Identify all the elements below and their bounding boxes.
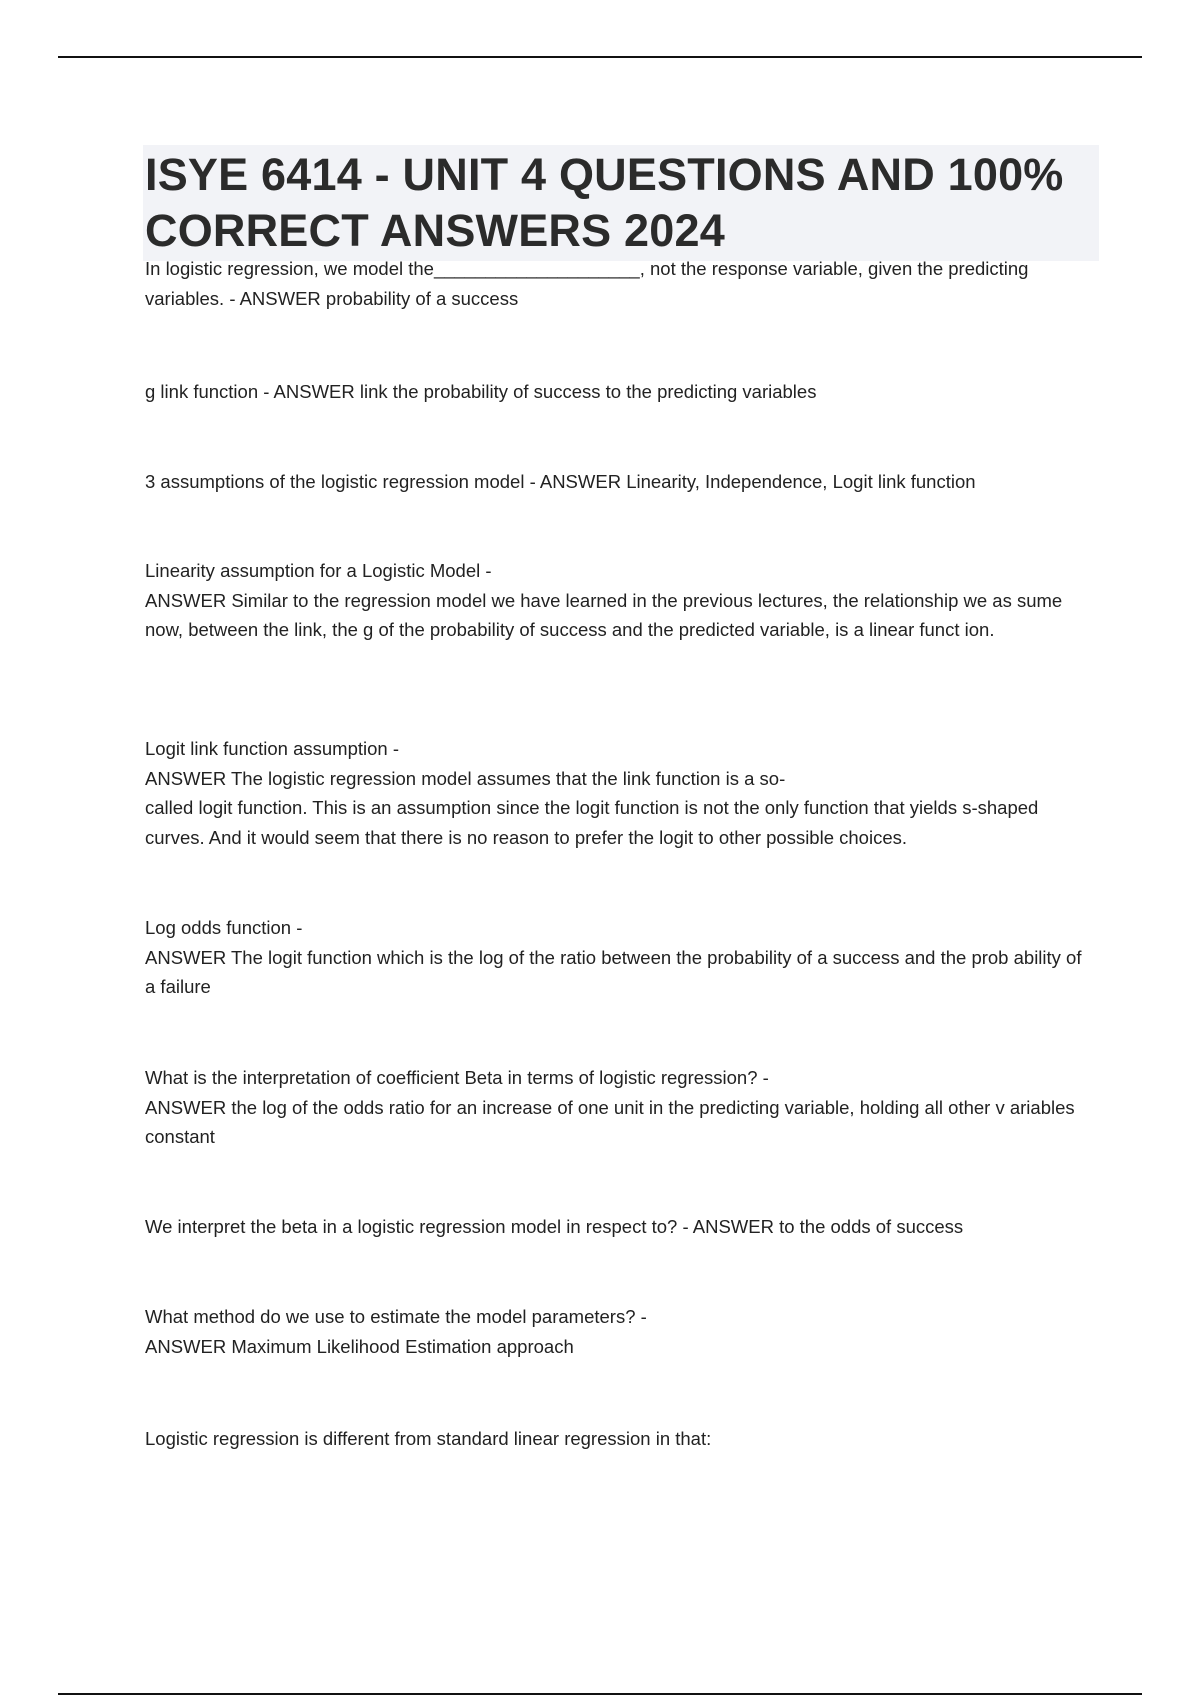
question-text: Log odds function - [145,917,303,938]
qa-item-5 [145,734,1095,852]
answer-text: ANSWER the log of the odds ratio for an increase of one unit in the predicting variable, holding all other v ariables constant [145,1096,1075,1147]
qa-item-10: Logistic regression is different from standard linear regression in that: [145,1428,712,1449]
qa-item-9 [145,1302,1095,1361]
answer-text: ANSWER The logistic regression model assumes that the link function is a so- [145,767,786,789]
top-rule [58,56,1142,58]
answer-text: ANSWER Maximum Likelihood Estimation approach [145,1335,574,1357]
answer-text-continued: called logit function. This is an assumption since the logit function is not the only function that yields s-shaped curves. And it would seem that there is no reason to prefer the logit to other possible choices. [145,797,1039,848]
question-text: What method do we use to estimate the model parameters? - [145,1306,647,1327]
question-text: What is the interpretation of coefficient Beta in terms of logistic regression? - [145,1067,769,1088]
question-text: Linearity assumption for a Logistic Model - [145,560,492,581]
qa-item-6 [145,913,1095,1002]
qa-item-2: g link function - ANSWER link the probability of success to the predicting variables [145,381,817,402]
qa-item-7 [145,1063,1095,1152]
qa-item-1: In logistic regression, we model the____________________, not the response variable, given the predicting variables. - ANSWER probability of a success [145,258,1029,309]
question-text: Logit link function assumption - [145,738,399,759]
qa-item-3: 3 assumptions of the logistic regression model - ANSWER Linearity, Independence, Logit link function [145,471,976,492]
bottom-rule [58,1693,1142,1695]
qa-item-8: We interpret the beta in a logistic regression model in respect to? - ANSWER to the odds of success [145,1216,964,1237]
answer-text: ANSWER The logit function which is the log of the ratio between the probability of a success and the prob ability of a failure [145,946,1082,997]
answer-text: ANSWER Similar to the regression model we have learned in the previous lectures, the relationship we as sume now, between the link, the g of the probability of success and the predicted variable, is a linear funct ion. [145,589,1063,640]
document-title: ISYE 6414 - UNIT 4 QUESTIONS AND 100% CORRECT ANSWERS 2024 [143,145,1099,261]
qa-item-4 [145,556,1095,645]
